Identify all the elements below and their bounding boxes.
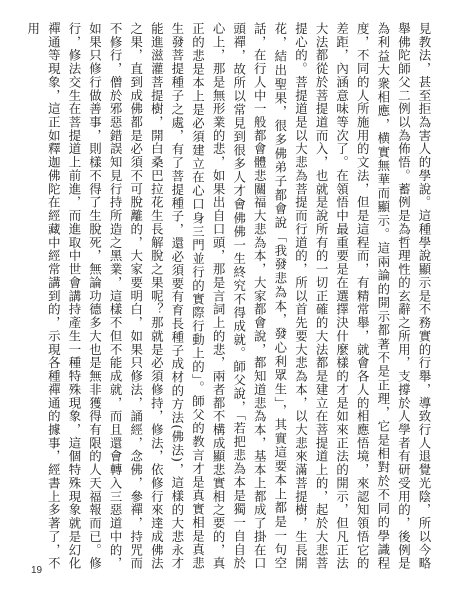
body-paragraph: 見教法，甚至拒為害人的學說。這種學說顯示是不務實的行舉，導致行人退覺光陰，所以今略舉佛陀師父二例以為佈悟。蓄例是為哲理性的玄辭之所用，支撐於人學者有研受用的，後例是為利益大衆相應，横實無華而顯示。這兩論的開示都著不是正理，它是相對於不同的學識程度，不同的人所施用的文法，但是這程而，有精常舉，就會各人的相應悟境，來認知領悟它的差距，內涵意味等次了。在領悟中最重要是在選擇決什麼樣的才是如來正法的開示，但凡正法大法都從於菩提道而入，也就是說所有的一切正確的大法都是建立在菩提道上的，起於大悲菩提心的。菩提道是以大悲為菩提而行道的，所以首先要大悲為本，以大悲來滿菩提樹，生長開花，結出聖果，很多佛弟子都會說「我發悲為本，發心利眾生」，其實這要本上都是一句空話，在行人中一般都會體悲關福大悲為本，大家都會說，都知道悲為本，基本上都成了掛在口頭禪，故所以常見到很多人才會佛佛一生終究不得成就。師父說，「若把悲為本是獨一自自於心上，那是無形業的悲，如果出自口頭，那是言詞上的悲，兩者都不構成顯悲實相之要的，真正的悲是本上是必須建立在心口身三門並行的實際行動上的」。師父的教言才是真實相是真悲生發菩提種子之處，有了菩提種子，還必須要有育長種子成材的方法(佛法)，這樣的大悲永才能進滋灌菩提樹，開白桑巴拉花生長解脫之果呢？那就是必須修持，修法，依修行來達成佛法之果，直到成佛都是必須不可脫離的，大家要明白，如果只修法，誦經，念佛，參禪，持咒而不修行，僧於邪惡錯誤知見行持所造之黑業，這樣不但不能成就，而且還會轉入三惡道中的，如果只修行做善事，則樣不得了生脫死，無論功德多大也是無非獲得有限的人天福報而已。修行，修法交生在菩提道上前進，而進取中世會講持產生一種特殊現象，這個特殊現象就是幻化禪通等現象，這正如釋迦佛陀在經藏中經常講到的，示現各種禪通的據事，經書上多著了，不用: [25, 22, 432, 570]
body-text-block: [25, 22, 434, 570]
page-number: 19: [31, 565, 43, 576]
